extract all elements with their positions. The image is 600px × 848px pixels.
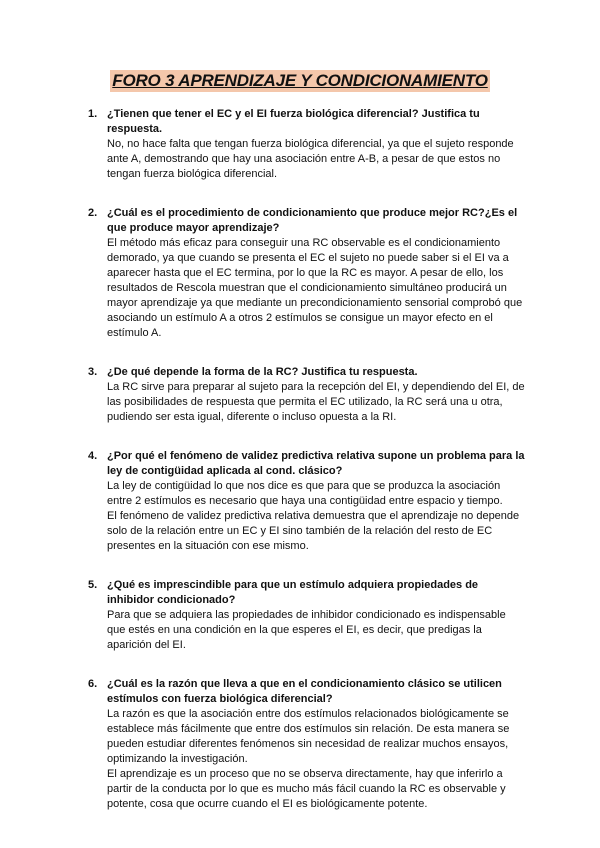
answer-text [107, 236, 527, 341]
question-number: 2. [88, 207, 98, 219]
question-item [0, 107, 600, 182]
answer-paragraph: El aprendizaje es un proceso que no se observa directamente, hay que inferirlo a partir de la conducta por lo que es mucho más fácil cuando la RC es observable y potente, cosa que ocurre cuando el EI es biológicamente potente. [107, 768, 506, 810]
title-container [0, 70, 600, 92]
document-title: FORO 3 APRENDIZAJE Y CONDICIONAMIENTO [112, 71, 488, 90]
question-text: ¿Cuál es la razón que lleva a que en el condicionamiento clásico se utilicen estímulos con fuerza biológica diferencial? [107, 678, 502, 705]
answer-text [107, 380, 527, 425]
question-item [0, 449, 600, 554]
answer-paragraph: La razón es que la asociación entre dos estímulos relacionados biológicamente se establece más fácilmente que entre dos estímulos sin relación. De esta manera se pueden estudiar diferentes fenómenos sin necesidad de realizar muchos ensayos, optimizando la investigación. [107, 708, 510, 765]
answer-paragraph: El fenómeno de validez predictiva relativa demuestra que el aprendizaje no depende solo de la relación entre un EC y EI sino también de la relación del resto de EC presentes en la situación con ese mismo. [107, 510, 520, 552]
question-body [107, 206, 527, 341]
answer-paragraph: La RC sirve para preparar al sujeto para la recepción del EI, y dependiendo del EI, de las posibilidades de respuesta que permita el EC utilizado, la RC será una u otra, pudiendo ser esta igual, diferente o incluso opuesta a la RI. [107, 381, 525, 423]
question-body [107, 107, 527, 182]
question-number: 6. [88, 678, 98, 690]
question-item [0, 677, 600, 812]
question-number: 4. [88, 450, 98, 462]
answer-text [107, 608, 527, 653]
question-number: 5. [88, 579, 98, 591]
answer-paragraph: La ley de contigüidad lo que nos dice es que para que se produzca la asociación entre 2 estímulos es necesario que haya una contigüidad entre espacio y tiempo. [107, 480, 503, 507]
answer-paragraph: Para que se adquiera las propiedades de inhibidor condicionado es indispensable que estés en una condición en la que esperes el EI, es decir, que predigas la aparición del EI. [107, 609, 506, 651]
answer-text [107, 479, 527, 554]
question-number: 1. [88, 108, 98, 120]
question-body [107, 365, 527, 425]
question-item [0, 206, 600, 341]
question-text: ¿Cuál es el procedimiento de condicionamiento que produce mejor RC?¿Es el que produce mayor aprendizaje? [107, 207, 518, 234]
question-number: 3. [88, 366, 98, 378]
question-item [0, 578, 600, 653]
question-text: ¿Por qué el fenómeno de validez predictiva relativa supone un problema para la ley de contigüidad aplicada al cond. clásico? [107, 450, 525, 477]
question-text: ¿Tienen que tener el EC y el EI fuerza biológica diferencial? Justifica tu respuesta. [107, 108, 480, 135]
answer-text [107, 707, 527, 812]
questions-list [0, 107, 600, 836]
question-item [0, 365, 600, 425]
question-text: ¿De qué depende la forma de la RC? Justifica tu respuesta. [107, 366, 418, 378]
question-text: ¿Qué es imprescindible para que un estímulo adquiera propiedades de inhibidor condicionado? [107, 579, 479, 606]
answer-paragraph: No, no hace falta que tengan fuerza biológica diferencial, ya que el sujeto responde ante A, demostrando que hay una asociación entre A-B, a pesar de que estos no tengan fuerza biológica diferencial. [107, 138, 514, 180]
answer-text [107, 137, 527, 182]
answer-paragraph: El método más eficaz para conseguir una RC observable es el condicionamiento demorado, ya que cuando se presenta el EC el sujeto no puede saber si el EI va a aparecer hasta que el EC termina, por lo que la RC es mayor. A pesar de ello, los resultados de Rescola muestran que el condicionamiento simultáneo producirá un mayor aprendizaje ya que mediante un precondicionamiento sensorial comprobó que asociando un estímulo A a otros 2 estímulos se consigue un mayor efecto en el estímulo A. [107, 237, 523, 339]
question-body [107, 449, 527, 554]
question-body [107, 578, 527, 653]
question-body [107, 677, 527, 812]
